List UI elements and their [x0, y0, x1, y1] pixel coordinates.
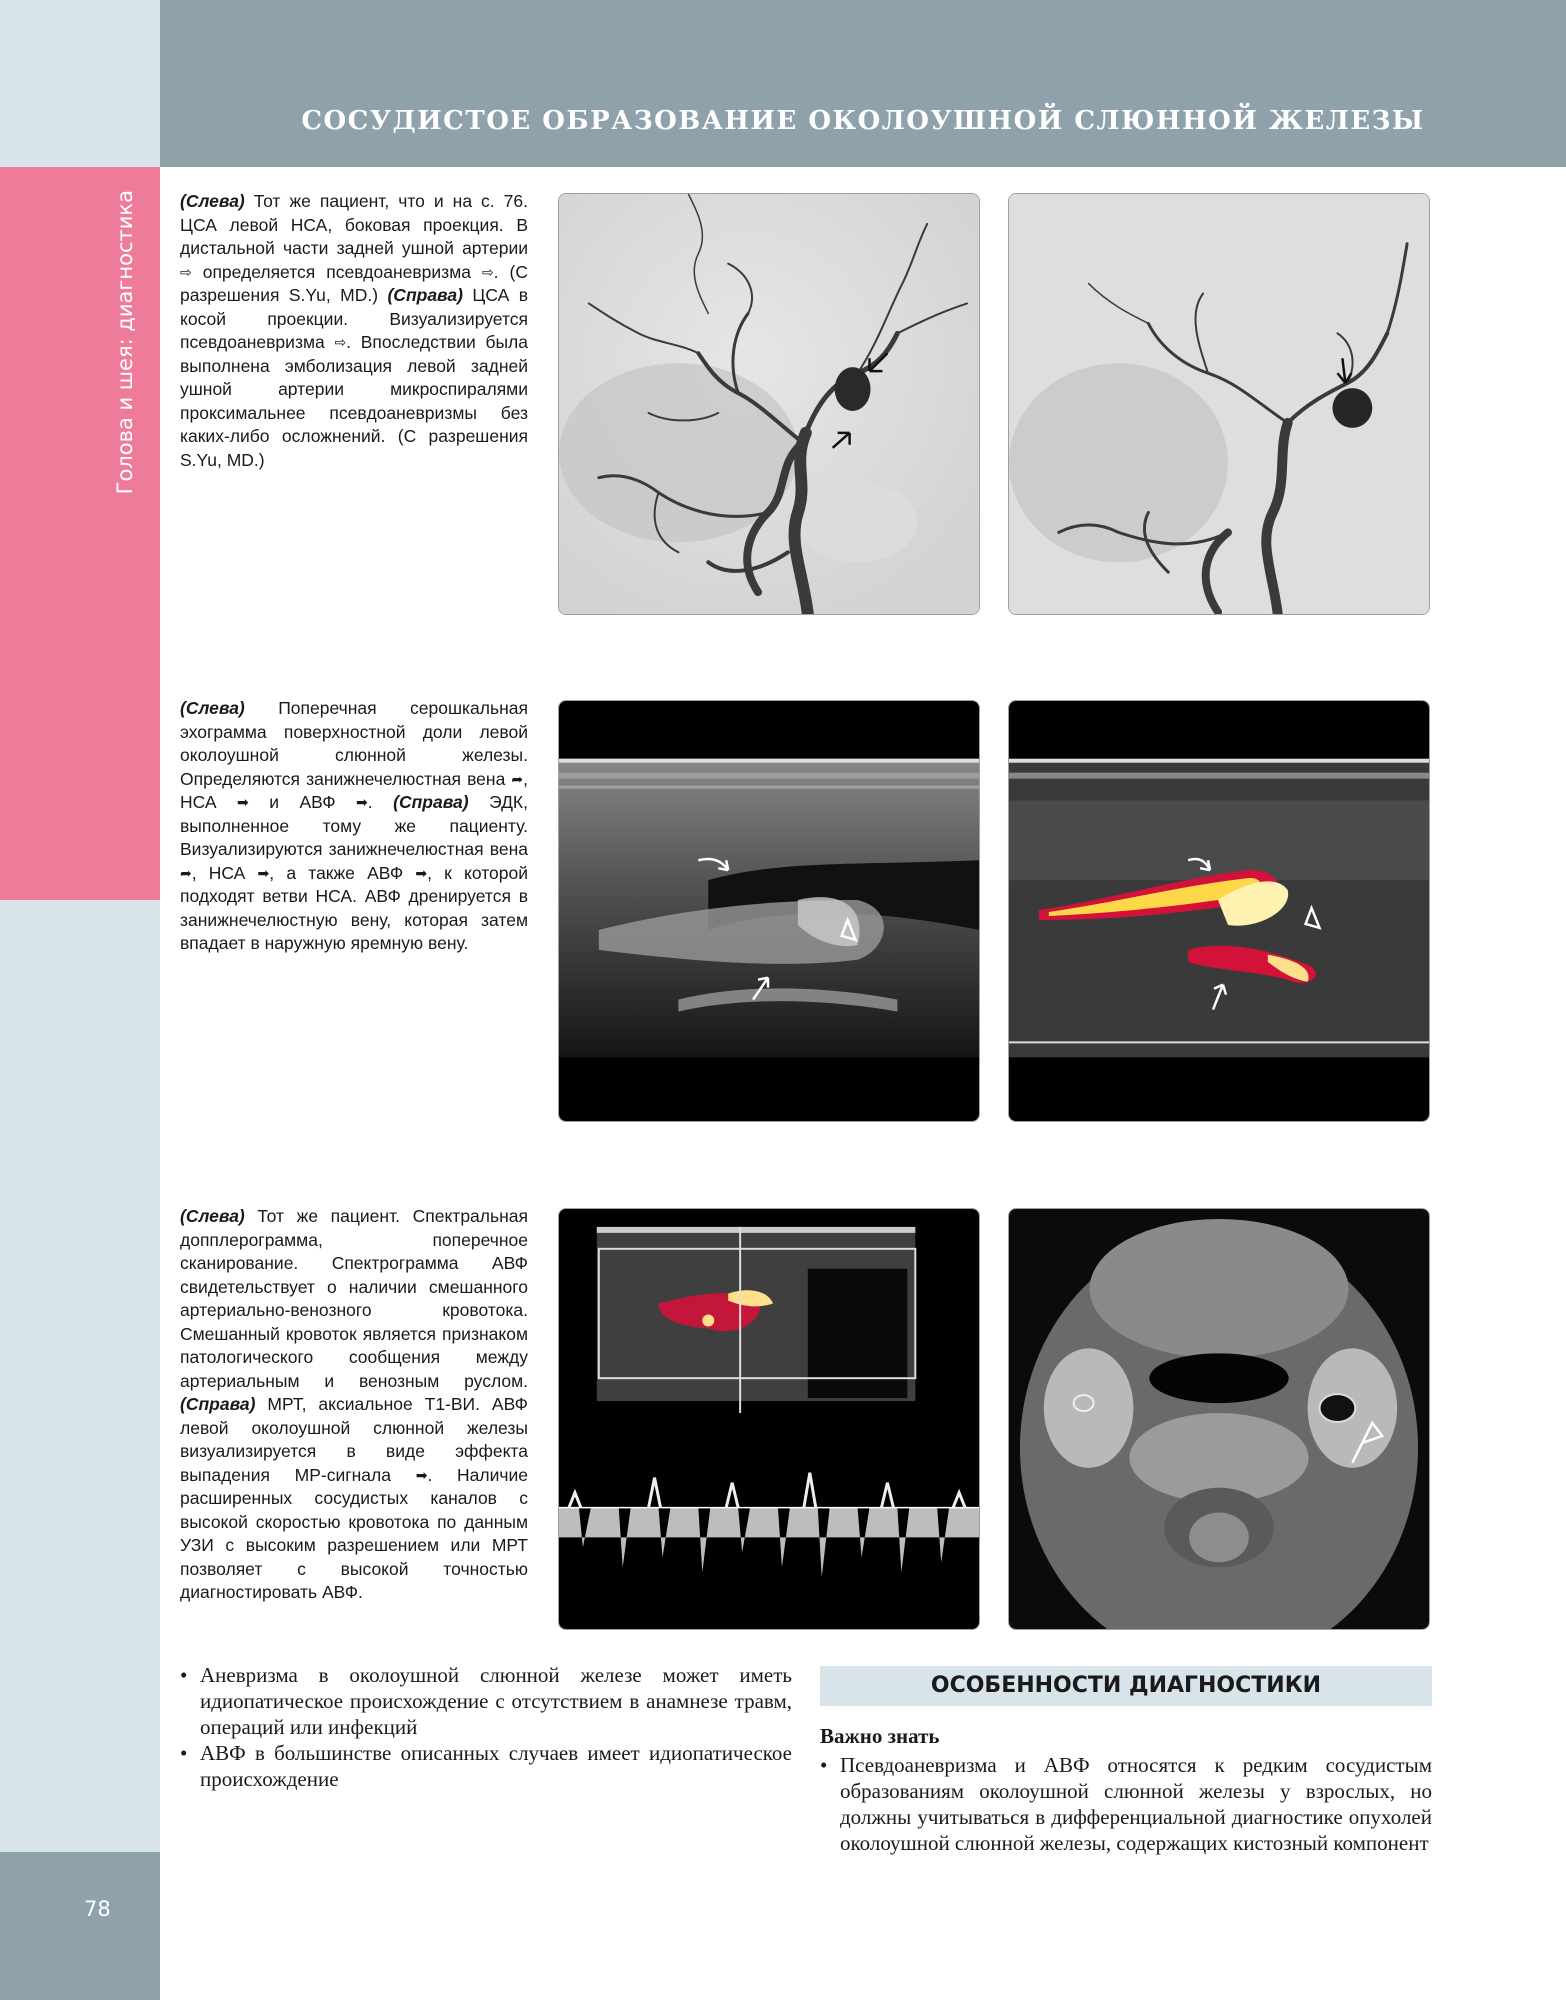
list-item: • Аневризма в околоушной слюнной железе может иметь идиопатическое происхождение с отсутствием в анамнезе травм, операций или инфекций [180, 1662, 792, 1740]
list-item: • АВФ в большинстве описанных случаев имеет идиопатическое происхождение [180, 1740, 792, 1792]
caption-label: (Слева) [180, 1206, 245, 1226]
angiogram-lateral-drawing [559, 194, 979, 614]
angiogram-oblique-drawing [1009, 194, 1429, 614]
diagnostics-bullet-list [820, 1752, 1432, 1856]
arrow-icon: ➡ [415, 864, 428, 881]
mri-axial-t1-drawing [1009, 1209, 1429, 1629]
caption-label: (Справа) [393, 792, 469, 812]
angiogram-lateral-image [558, 193, 980, 615]
arrow-icon: ➡ [237, 794, 249, 810]
mri-axial-t1-image [1008, 1208, 1430, 1630]
caption-label: (Слева) [180, 191, 245, 211]
header-bar [160, 0, 1566, 167]
section-title-vertical: Голова и шея: диагностика [113, 190, 137, 495]
arrow-icon: ⇨ [334, 334, 347, 350]
ultrasound-grayscale-image [558, 700, 980, 1122]
spectral-doppler-image [558, 1208, 980, 1630]
arrow-icon: ➦ [511, 770, 524, 787]
page-title: СОСУДИСТОЕ ОБРАЗОВАНИЕ ОКОЛОУШНОЙ СЛЮННОЙ ЖЕЛЕЗЫ [301, 106, 1425, 136]
arrow-icon: ⇨ [481, 263, 494, 280]
arrow-icon: ➦ [180, 864, 192, 881]
diagnostics-header: ОСОБЕННОСТИ ДИАГНОСТИКИ [820, 1666, 1432, 1706]
arrow-icon: ➡ [415, 1466, 428, 1483]
figure-caption-3: (Слева) Тот же пациент. Спектральная допплерограмма, поперечное сканирование. Спектрограмма АВФ свидетельствует о наличии смешанного артериально-венозного кровотока. Смешанный кровоток является признаком патологического сообщения между артериальным и венозным руслом. (Справа) МРТ, аксиальное Т1-ВИ. АВФ левой околоушной слюнной железы визуализируется в виде эффекта выпадения МР-сигнала ➡. Наличие расширенных сосудистых каналов с высокой скоростью кровотока по данным УЗИ с высоким разрешением или МРТ позволяет с высокой точностью диагностировать АВФ. [180, 1206, 528, 1602]
arrow-icon: ➡ [356, 794, 368, 810]
figure-caption-1: (Слева) Тот же пациент, что и на с. 76. ЦСА левой НСА, боковая проекция. В дистальной части задней ушной артерии ⇨ определяется псевдоаневризма ⇨. (С разрешения S.Yu, MD.) (Справа) ЦСА в косой проекции. Визуализируется псевдоаневризма ⇨. Впоследствии была выполнена эмболизация левой задней ушной артерии микроспиралями проксимальнее псевдоаневризмы без каких-либо осложнений. (С разрешения S.Yu, MD.) [180, 191, 528, 470]
list-item: • Псевдоаневризма и АВФ относятся к редким сосудистым образованиям околоушной слюнной железы у взрослых, но должны учитываться в дифференциальной диагностике опухолей околоушной слюнной железы, содержащих кистозный компонент [820, 1752, 1432, 1856]
angiogram-oblique-image [1008, 193, 1430, 615]
ultrasound-color-doppler-image [1008, 700, 1430, 1122]
figure-caption-2: (Слева) Поперечная серошкальная эхограмма поверхностной доли левой околоушной слюнной железы. Определяются занижнечелюстная вена ➦, НСА ➡ и АВФ ➡. (Справа) ЭДК, выполненное тому же пациенту. Визуализируются занижнечелюстная вена ➦, НСА ➡, а также АВФ ➡, к которой подходят ветви НСА. АВФ дренируется в занижнечелюстную вену, которая затем впадает в наружную яремную вену. [180, 698, 528, 953]
sidebar-middle-band [0, 900, 160, 1852]
spectral-doppler-drawing [559, 1209, 979, 1629]
ultrasound-grayscale-drawing [559, 701, 979, 1121]
sidebar-top-band [0, 0, 160, 167]
diagnostics-subheading: Важно знать [820, 1724, 940, 1748]
caption-label: (Справа) [387, 285, 463, 305]
left-bullet-list [180, 1662, 792, 1792]
page-number: 78 [84, 1897, 111, 1921]
sidebar-bottom-band [0, 1852, 160, 2000]
caption-label: (Справа) [180, 1394, 256, 1414]
ultrasound-color-doppler-drawing [1009, 701, 1429, 1121]
caption-label: (Слева) [180, 698, 245, 718]
arrow-icon: ⇨ [180, 263, 192, 280]
arrow-icon: ➡ [257, 864, 270, 881]
